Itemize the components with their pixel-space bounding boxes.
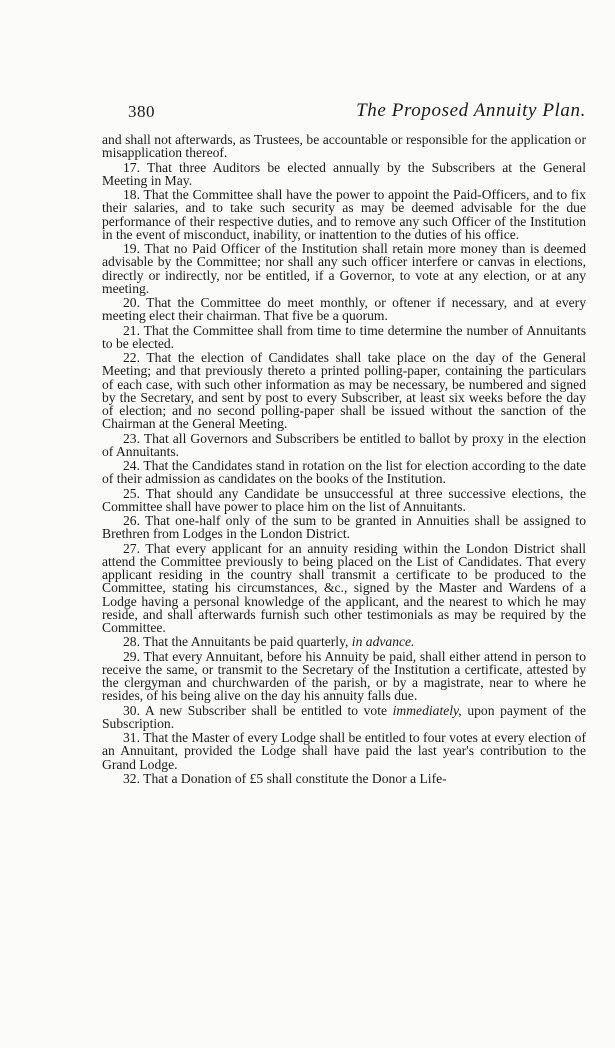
rule-number: 23. [123, 430, 140, 446]
running-title: The Proposed Annuity Plan. [356, 100, 586, 121]
rule-number: 25. [123, 485, 140, 501]
rule-text: That the election of Candidates shall take place on the day of the General Meeting; and that previously thereto a printed polling-paper, containing the particulars of each case, with such other information as may be necessary, be numbered and signed by the Secretary, and sent by post to every Subscriber, at least six weeks before the day of election; and no second polling-paper shall be issued without the sanction of the Chairman at the General Meeting. [102, 350, 586, 432]
rule-emphasis: in advance. [351, 634, 415, 650]
rule-text: That every applicant for an annuity residing within the London District shall attend the Committee previously to being placed on the List of Candidates. That every applicant residing in the country shall transmit a certificate to be produced to the Committee, stating his circumstances, &c., signed by the Master and Wardens of a Lodge having a personal knowledge of the applicant, and the nearest to which he may reside, and shall afterwards furnish such other testimonials as may be required by the Committee. [102, 540, 586, 635]
rule-text: That no Paid Officer of the Institution shall retain more money than is deemed advisable by the Committee; nor shall any such officer interfere or canvas in elections, directly or indirectly, nor be entitled, if a Governor, to vote at any election, or at any meeting. [102, 241, 586, 296]
rule-number: 26. [123, 513, 140, 528]
rule-number: 22. [123, 350, 140, 365]
rule-number: 29. [123, 648, 140, 664]
rule-number: 31. [123, 730, 140, 745]
rule-number: 17. [123, 159, 140, 175]
page-header [128, 100, 586, 128]
rule-20 [102, 296, 586, 323]
rule-25 [102, 487, 586, 514]
rule-number: 21. [123, 322, 140, 338]
rule-text: That three Auditors be elected annually by the Subscribers at the General Meeting in May. [102, 159, 586, 188]
rule-24 [102, 459, 586, 486]
rule-text: A new Subscriber shall be entitled to vote [144, 702, 388, 718]
rule-text: That the Committee shall from time to time determine the number of Annuitants to be elected. [102, 322, 586, 351]
body-text [102, 133, 586, 786]
rule-29 [102, 650, 586, 703]
rule-number: 19. [123, 241, 140, 256]
rule-text: That the Annuitants be paid quarterly, [143, 634, 349, 650]
rule-28 [102, 635, 586, 648]
rule-text: That every Annuitant, before his Annuity be paid, shall either attend in person to receive the same, or transmit to the Secretary of the Institution a certificate, attested by the clergyman and churchwarden of the parish, or by a magistrate, near to where he resides, of his being alive on the day his annuity falls due. [102, 648, 586, 704]
rule-text: That should any Candidate be unsuccessful at three successive elections, the Committee shall have power to place him on the list of Annuitants. [102, 485, 586, 514]
rule-17 [102, 161, 586, 188]
rule-21 [102, 324, 586, 351]
rule-number: 28. [123, 634, 140, 650]
rule-number: 30. [123, 702, 140, 718]
rule-number: 20. [123, 295, 140, 310]
continuation-text: and shall not afterwards, as Trustees, be accountable or responsible for the application or misapplication thereof. [102, 132, 586, 161]
rule-text: That the Committee shall have the power to appoint the Paid-Officers, and to fix their salaries, and to take such security as may be deemed advisable for the due performance of their respective duties, and to remove any such Officer of the Institution in the event of misconduct, inability, or inattention to the duties of his office. [102, 187, 587, 242]
rule-number: 24. [123, 458, 140, 473]
rule-text: That one-half only of the sum to be granted in Annuities shall be assigned to Brethren from Lodges in the London District. [102, 513, 587, 542]
rule-emphasis: immediately, [392, 702, 462, 718]
rule-19 [102, 242, 586, 295]
rule-text: That a Donation of £5 shall constitute the Donor a Life- [143, 770, 447, 786]
rule-text: That all Governors and Subscribers be entitled to ballot by proxy in the election of Annuitants. [102, 430, 587, 459]
rule-23 [102, 432, 586, 459]
rule-text: That the Committee do meet monthly, or oftener if necessary, and at every meeting elect their chairman. That five be a quorum. [102, 295, 586, 324]
rule-26 [102, 514, 586, 541]
rule-text-tail: upon payment of the Subscription. [102, 702, 586, 731]
rule-22 [102, 351, 586, 431]
rule-number: 18. [123, 187, 140, 202]
rule-number: 27. [123, 540, 140, 556]
rule-text: That the Master of every Lodge shall be entitled to four votes at every election of an Annuitant, provided the Lodge shall have paid the last year's contribution to the Grand Lodge. [102, 730, 586, 772]
rule-text: That the Candidates stand in rotation on the list for election according to the date of their admission as candidates on the books of the Institution. [102, 458, 586, 487]
rule-30 [102, 704, 586, 731]
rule-31 [102, 731, 586, 771]
rule-27 [102, 542, 586, 635]
rule-18 [102, 188, 586, 241]
rule-32 [102, 772, 586, 785]
page-number: 380 [128, 102, 155, 121]
continuation-paragraph [102, 133, 586, 160]
rule-number: 32. [123, 770, 140, 786]
